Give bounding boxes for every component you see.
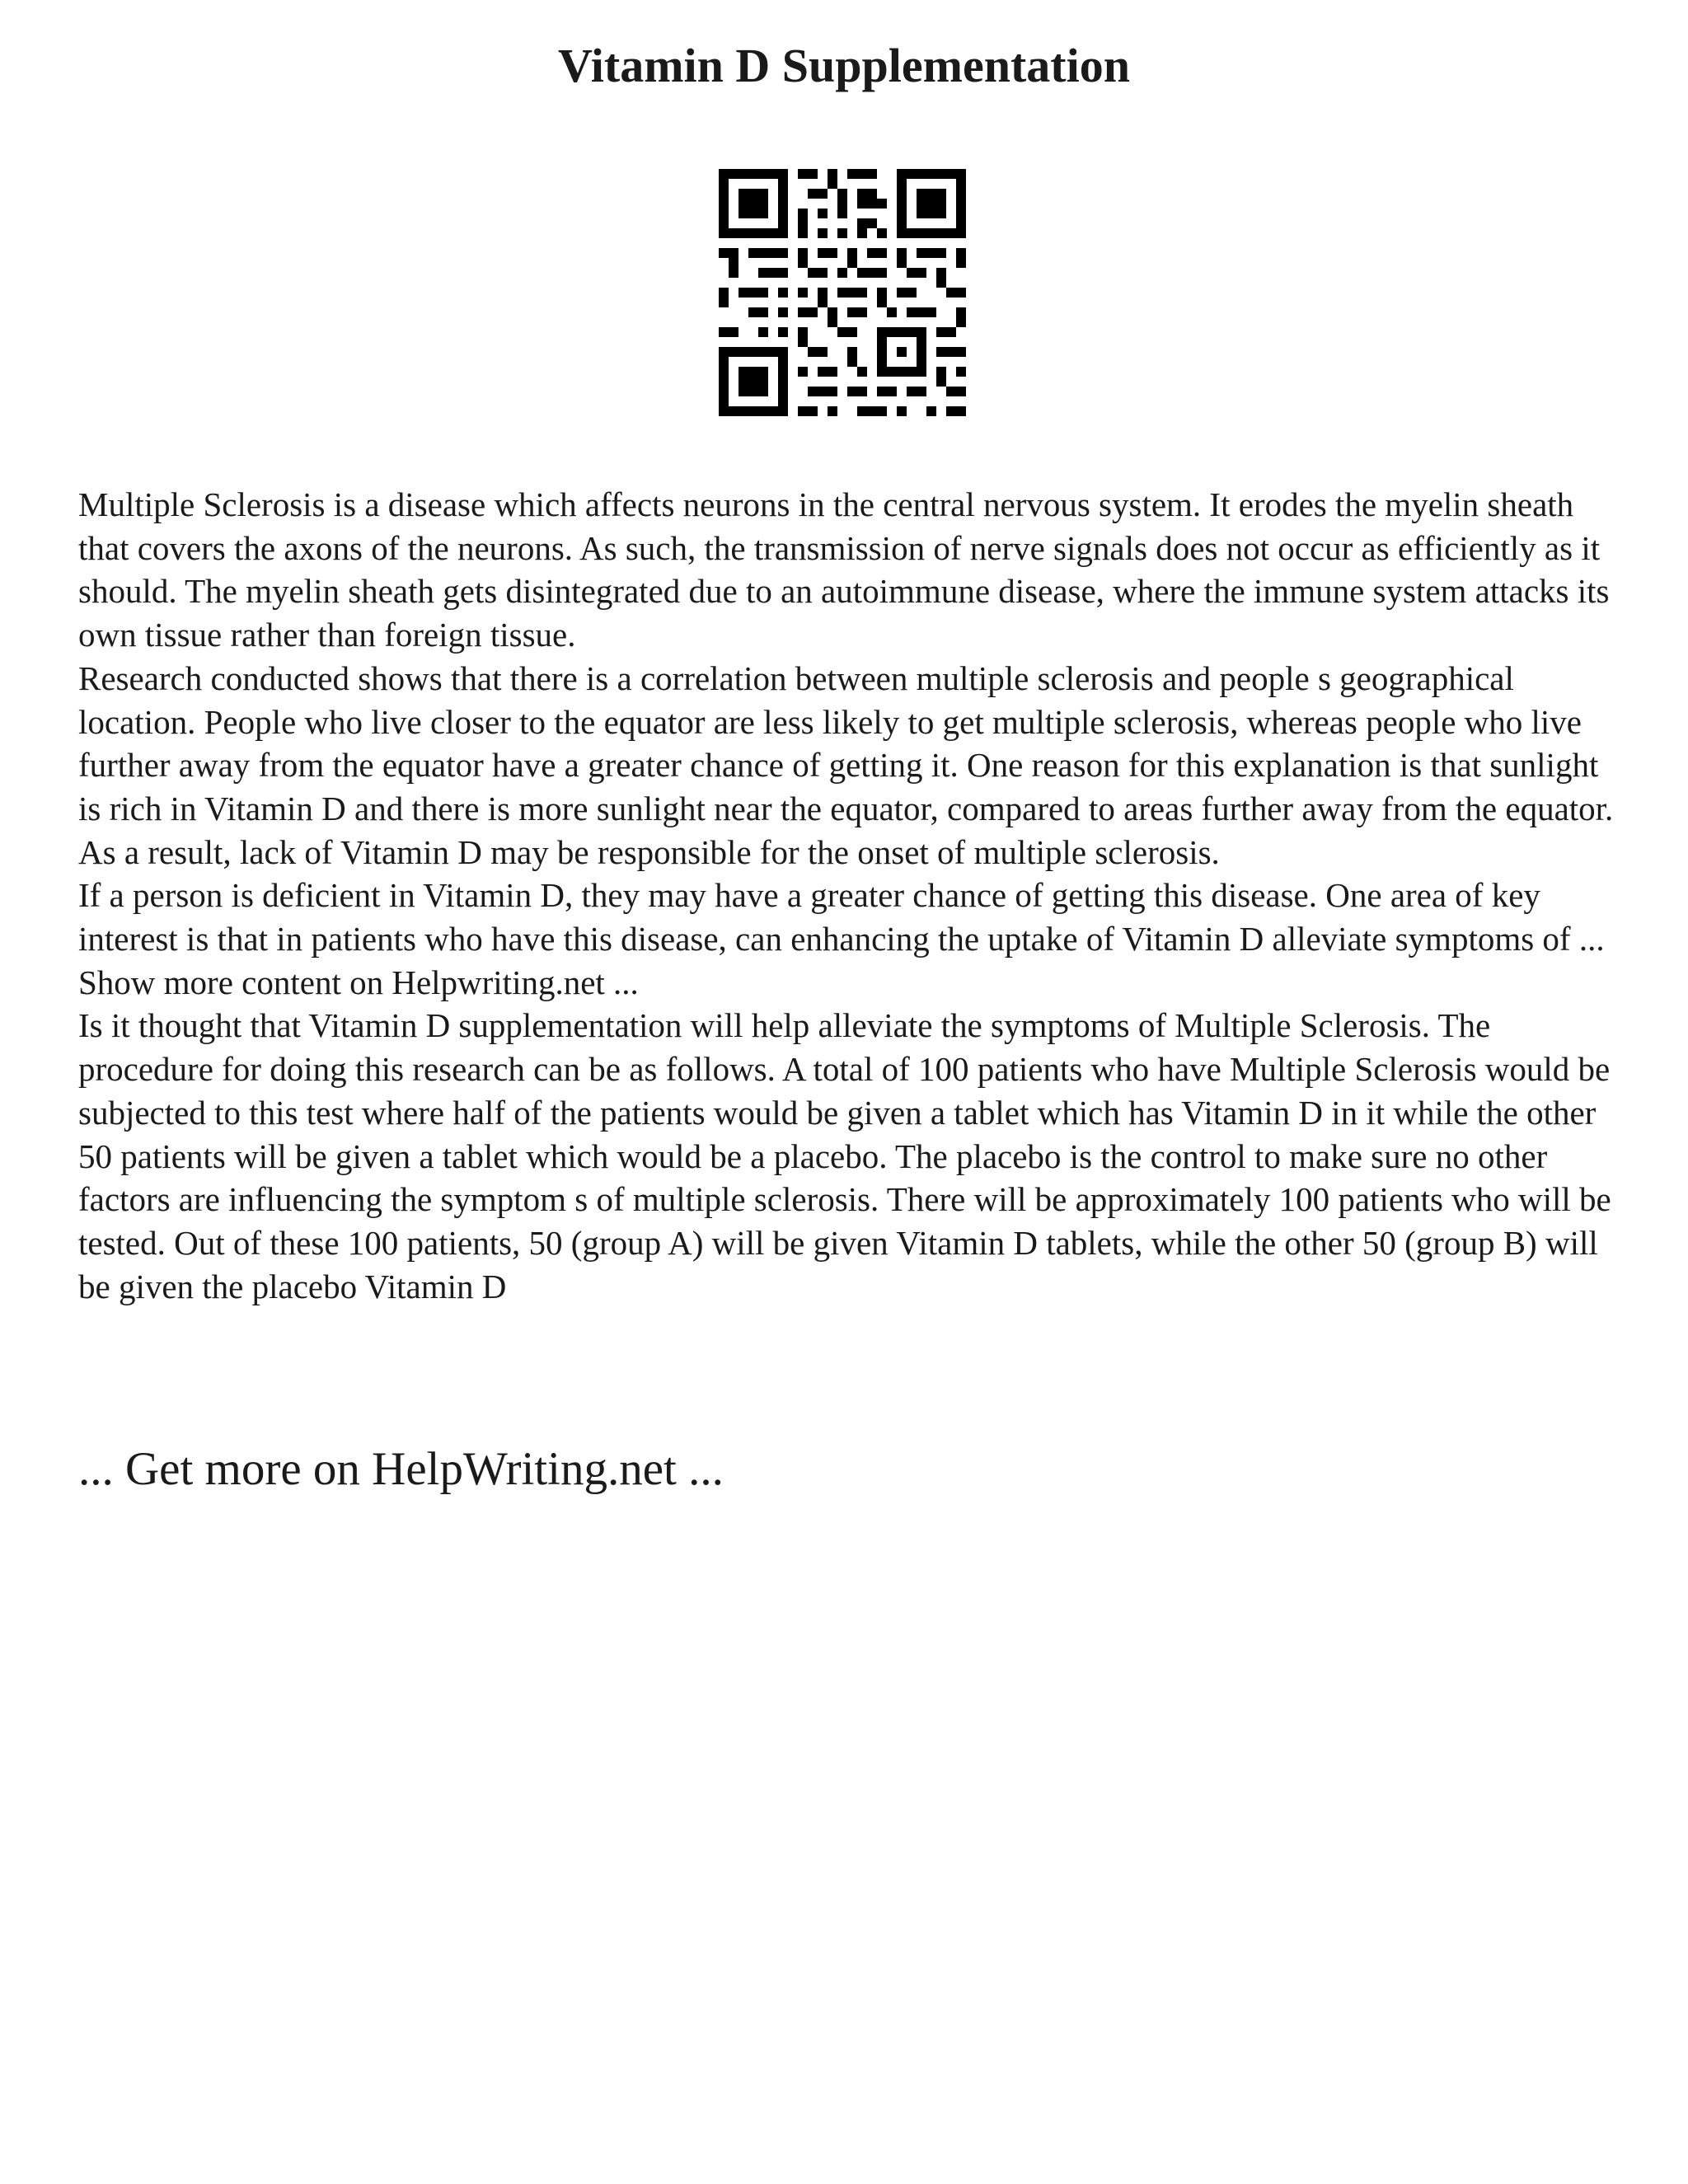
paragraph-procedure: Is it thought that Vitamin D supplementation will help alleviate the symptoms of Multiple Sclerosis. The procedure for doing this research can be as follows. A total of 100 patients who have Multiple Sclerosis would be subjected to this test where half of the patients would be given a tablet which has Vitamin D in it while the other 50 patients will be given a tablet which would be a placebo. The placebo is the control to make sure no other factors are influencing the symptom s of multiple sclerosis. There will be approximately 100 patients who will be tested. Out of these 100 patients, 50 (group A) will be given Vitamin D tablets, while the other 50 (group B) will be given the placebo Vitamin D (78, 1006, 1611, 1305)
qr-code-icon[interactable] (719, 169, 966, 416)
paragraph-deficiency: If a person is deficient in Vitamin D, they may have a greater chance of getting this disease. One area of key interest is that in patients who have this disease, can enhancing the uptake of Vitamin D alleviate symptoms of ... Show more content on Helpwriting.net ... (78, 876, 1605, 1001)
qr-code-graphic (719, 169, 966, 416)
get-more-link[interactable]: ... Get more on HelpWriting.net ... (78, 1443, 724, 1495)
paragraph-research: Research conducted shows that there is a correlation between multiple sclerosis and people s geographical location. People who live closer to the equator are less likely to get multiple sclerosis, whereas people who live further away from the equator have a greater chance of getting it. One reason for this explanation is that sunlight is rich in Vitamin D and there is more sunlight near the equator, compared to areas further away from the equator. As a result, lack of Vitamin D may be responsible for the onset of multiple sclerosis. (78, 658, 1614, 871)
article-body (78, 483, 1628, 1308)
page-title: Vitamin D Supplementation (558, 39, 1130, 92)
paragraph-intro: Multiple Sclerosis is a disease which affects neurons in the central nervous system. It erodes the myelin sheath that covers the axons of the neurons. As such, the transmission of nerve signals does not occur as efficiently as it should. The myelin sheath gets disintegrated due to an autoimmune disease, where the immune system attacks its own tissue rather than foreign tissue. (78, 485, 1610, 654)
